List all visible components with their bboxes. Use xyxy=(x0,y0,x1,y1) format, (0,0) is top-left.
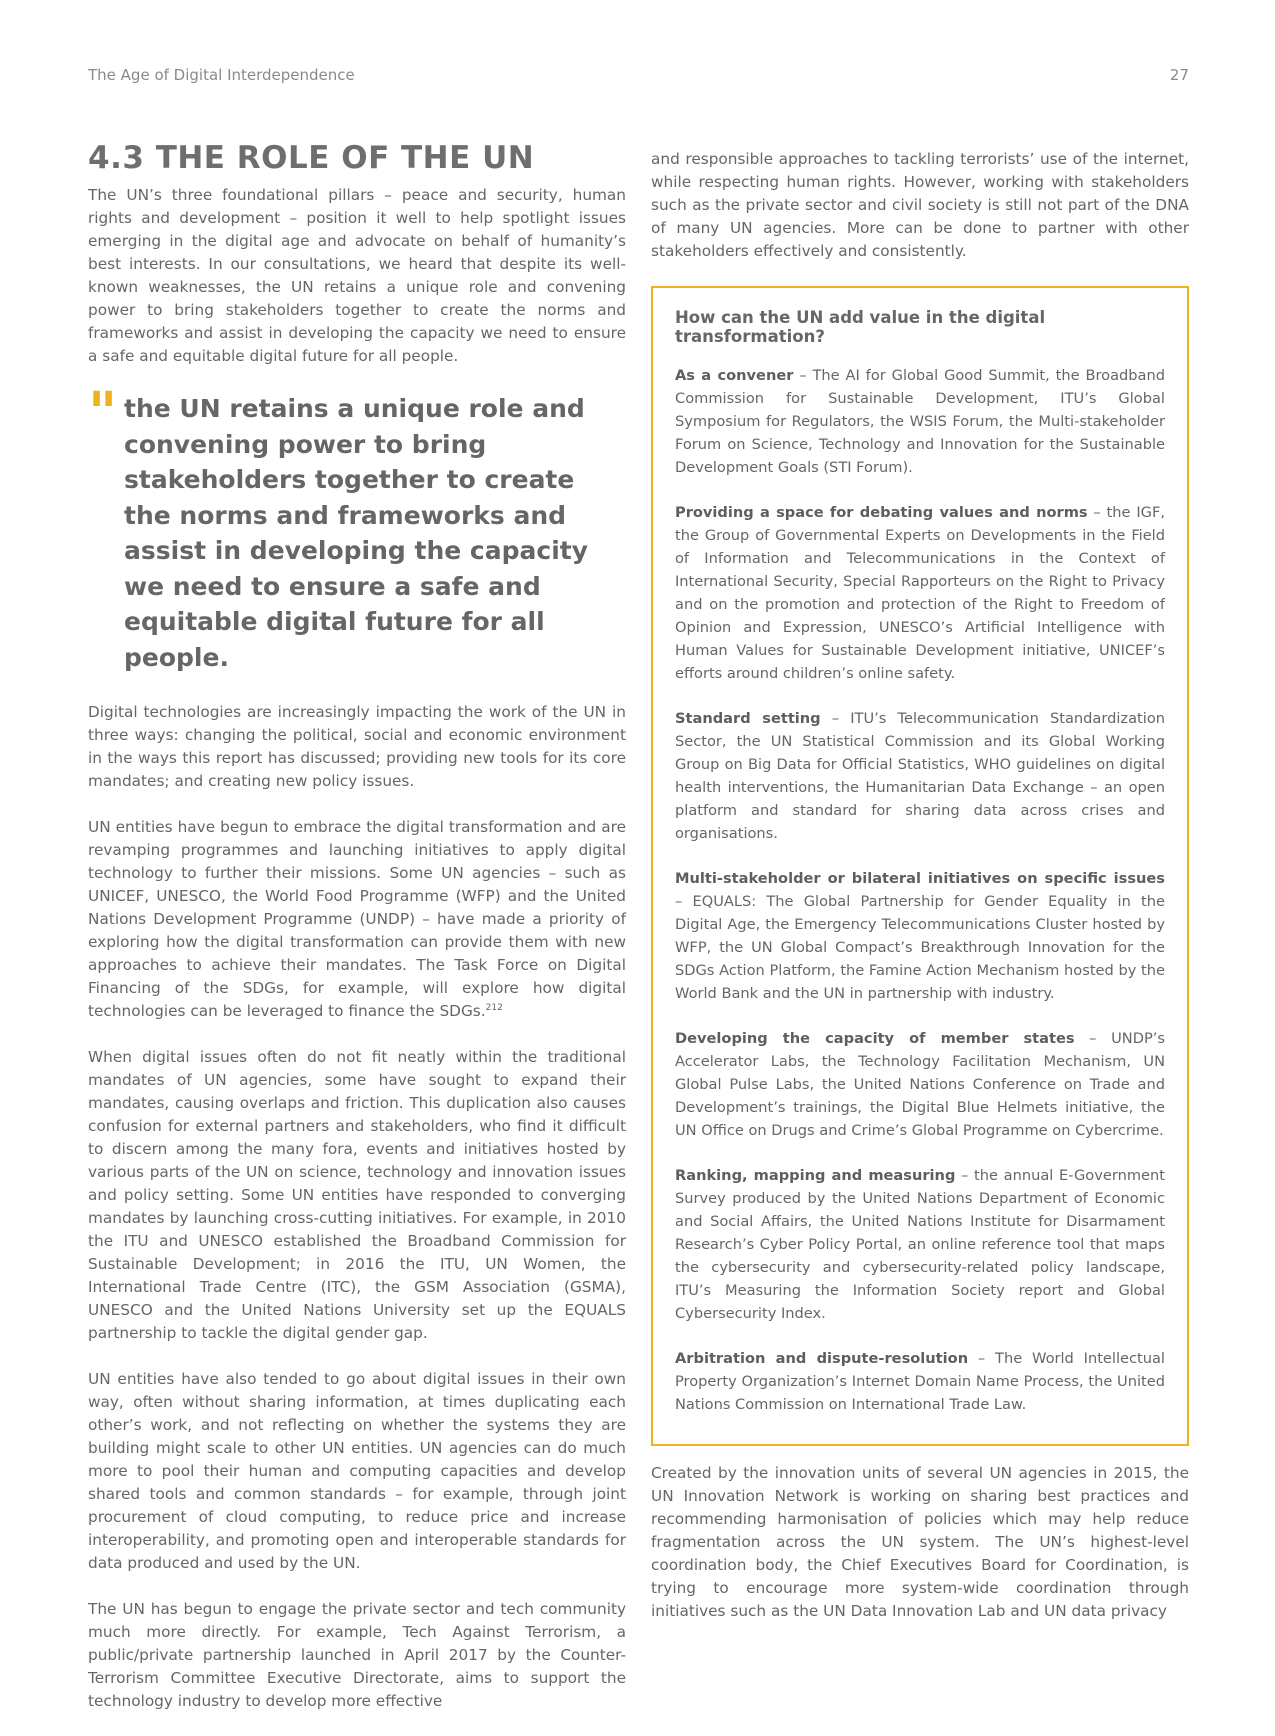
callout-item-text: – The AI for Global Good Summit, the Broadband Commission for Sustainable Development, ITU’s Global Symposium for Regulators, the WSIS Forum, the Multi-stakeholder Forum on Science, Technology and Innovation for the Sustainable Development Goals (STI Forum). xyxy=(675,367,1165,476)
callout-item-text: – The World Intellectual Property Organization’s Internet Domain Name Process, the United Nations Commission on International Trade Law. xyxy=(675,1350,1165,1413)
callout-item-term: Providing a space for debating values and norms xyxy=(675,504,1088,521)
body-paragraph: Digital technologies are increasingly impacting the work of the UN in three ways: changing the political, social and economic environment in the ways this report has discussed; providing new tools for its core mandates; and creating new policy issues. xyxy=(88,703,626,790)
callout-title: How can the UN add value in the digital transformation? xyxy=(675,308,1046,346)
callout-item-text: – the IGF, the Group of Governmental Experts on Developments in the Field of Information and Telecommunications in the Context of International Security, Special Rapporteurs on the Right to Privacy and on the promotion and protection of the Right to Freedom of Opinion and Expression, UNESCO’s Artificial Intelligence with Human Values for Sustainable Development initiative, UNICEF’s efforts around children’s online safety. xyxy=(675,504,1165,682)
callout-item-term: Standard setting xyxy=(675,710,821,727)
section-title: 4.3 THE ROLE OF THE UN xyxy=(88,140,535,176)
callout-item-term: Arbitration and dispute-resolution xyxy=(675,1350,969,1367)
body-paragraph: UN entities have also tended to go about digital issues in their own way, often without sharing information, at times duplicating each other’s work, and not reflecting on whether the systems they are building might scale to other UN entities. UN agencies can do much more to pool their human and computing capacities and develop shared tools and common standards – for example, through joint procurement of cloud computing, to reduce price and increase interoperability, and promoting open and interoperable standards for data produced and used by the UN. xyxy=(88,1370,626,1572)
left-column xyxy=(88,140,626,1736)
footnote-ref[interactable]: 212 xyxy=(485,1002,503,1013)
callout-item xyxy=(675,1164,1165,1325)
callout-item-term: As a convener xyxy=(675,367,794,384)
callout-item xyxy=(675,364,1165,479)
body-paragraph: and responsible approaches to tackling terrorists’ use of the internet, while respecting human rights. However, working with stakeholders such as the private sector and civil society is still not part of the DNA of many UN agencies. More can be done to partner with other stakeholders effectively and consistently. xyxy=(651,150,1189,260)
page-number: 27 xyxy=(1169,66,1189,84)
callout-box xyxy=(651,286,1189,1446)
callout-item xyxy=(675,1027,1165,1142)
callout-item-term: Ranking, mapping and measuring xyxy=(675,1167,956,1184)
callout-item-text: – EQUALS: The Global Partnership for Gender Equality in the Digital Age, the Emergency Telecommunications Cluster hosted by WFP, the UN Global Compact’s Breakthrough Innovation for the SDGs Action Platform, the Famine Action Mechanism hosted by the World Bank and the UN in partnership with industry. xyxy=(675,893,1165,1002)
body-paragraph-text: UN entities have begun to embrace the digital transformation and are revamping programmes and launching initiatives to apply digital technology to further their missions. Some UN agencies – such as UNICEF, UNESCO, the World Food Programme (WFP) and the United Nations Development Programme (UNDP) – have made a priority of exploring how the digital transformation can provide them with new approaches to achieve their mandates. The Task Force on Digital Financing of the SDGs, for example, will explore how digital technologies can be leveraged to finance the SDGs. xyxy=(88,818,626,1020)
callout-item-text: – ITU’s Telecommunication Standardization Sector, the UN Statistical Commission and its Global Working Group on Big Data for Official Statistics, WHO guidelines on digital health interventions, the Humanitarian Data Exchange – an open platform and standard for sharing data across crises and organisations. xyxy=(675,710,1165,842)
callout-item-text: – UNDP’s Accelerator Labs, the Technology Facilitation Mechanism, UN Global Pulse Labs, the United Nations Conference on Trade and Development’s trainings, the Digital Blue Helmets initiative, the UN Office on Drugs and Crime’s Global Programme on Cybercrime. xyxy=(675,1030,1165,1139)
body-paragraph: When digital issues often do not fit neatly within the traditional mandates of UN agencies, some have sought to expand their mandates, causing overlaps and friction. This duplication also causes confusion for external partners and stakeholders, who find it difficult to discern among the many fora, events and initiatives hosted by various parts of the UN on science, technology and innovation issues and policy setting. Some UN entities have responded to converging mandates by launching cross-cutting initiatives. For example, in 2010 the ITU and UNESCO established the Broadband Commission for Sustainable Development; in 2016 the ITU, UN Women, the International Trade Centre (ITC), the GSM Association (GSMA), UNESCO and the United Nations University set up the EQUALS partnership to tackle the digital gender gap. xyxy=(88,1048,626,1342)
callout-item xyxy=(675,1347,1165,1416)
body-paragraph: Created by the innovation units of several UN agencies in 2015, the UN Innovation Network is working on sharing best practices and recommending harmonisation of policies which may help reduce fragmentation across the UN system. The UN’s highest-level coordination body, the Chief Executives Board for Coordination, is trying to encourage more system-wide coordination through initiatives such as the UN Data Innovation Lab and UN data privacy xyxy=(651,1464,1189,1620)
callout-item xyxy=(675,707,1165,845)
pull-quote-text: the UN retains a unique role and convening power to bring stakeholders together to create the norms and frameworks and assist in developing the capacity we need to ensure a safe and equitable digital future for all people. xyxy=(124,394,589,672)
pull-quote xyxy=(88,380,626,675)
quote-mark-icon: " xyxy=(88,380,118,446)
right-column xyxy=(651,148,1189,1646)
body-paragraph: The UN has begun to engage the private sector and tech community much more directly. For example, Tech Against Terrorism, a public/private partnership launched in April 2017 by the Counter-Terrorism Committee Executive Directorate, aims to support the technology industry to develop more effective xyxy=(88,1600,626,1710)
intro-paragraph: The UN’s three foundational pillars – peace and security, human rights and development – position it well to help spotlight issues emerging in the digital age and advocate on behalf of humanity’s best interests. In our consultations, we heard that despite its well-known weaknesses, the UN retains a unique role and convening power to bring stakeholders together to create the norms and frameworks and assist in developing the capacity we need to ensure a safe and equitable digital future for all people. xyxy=(88,186,626,365)
running-title: The Age of Digital Interdependence xyxy=(88,66,355,84)
callout-item xyxy=(675,867,1165,1005)
callout-item-term: Developing the capacity of member states xyxy=(675,1030,1075,1047)
body-paragraph xyxy=(88,816,626,1023)
callout-item xyxy=(675,501,1165,685)
callout-item-text: – the annual E-Government Survey produced by the United Nations Department of Economic and Social Affairs, the United Nations Institute for Disarmament Research’s Cyber Policy Portal, an online reference tool that maps the cybersecurity and cybersecurity-related policy landscape, ITU’s Measuring the Information Society report and Global Cybersecurity Index. xyxy=(675,1167,1166,1322)
callout-item-term: Multi-stakeholder or bilateral initiatives on specific issues xyxy=(675,870,1165,887)
